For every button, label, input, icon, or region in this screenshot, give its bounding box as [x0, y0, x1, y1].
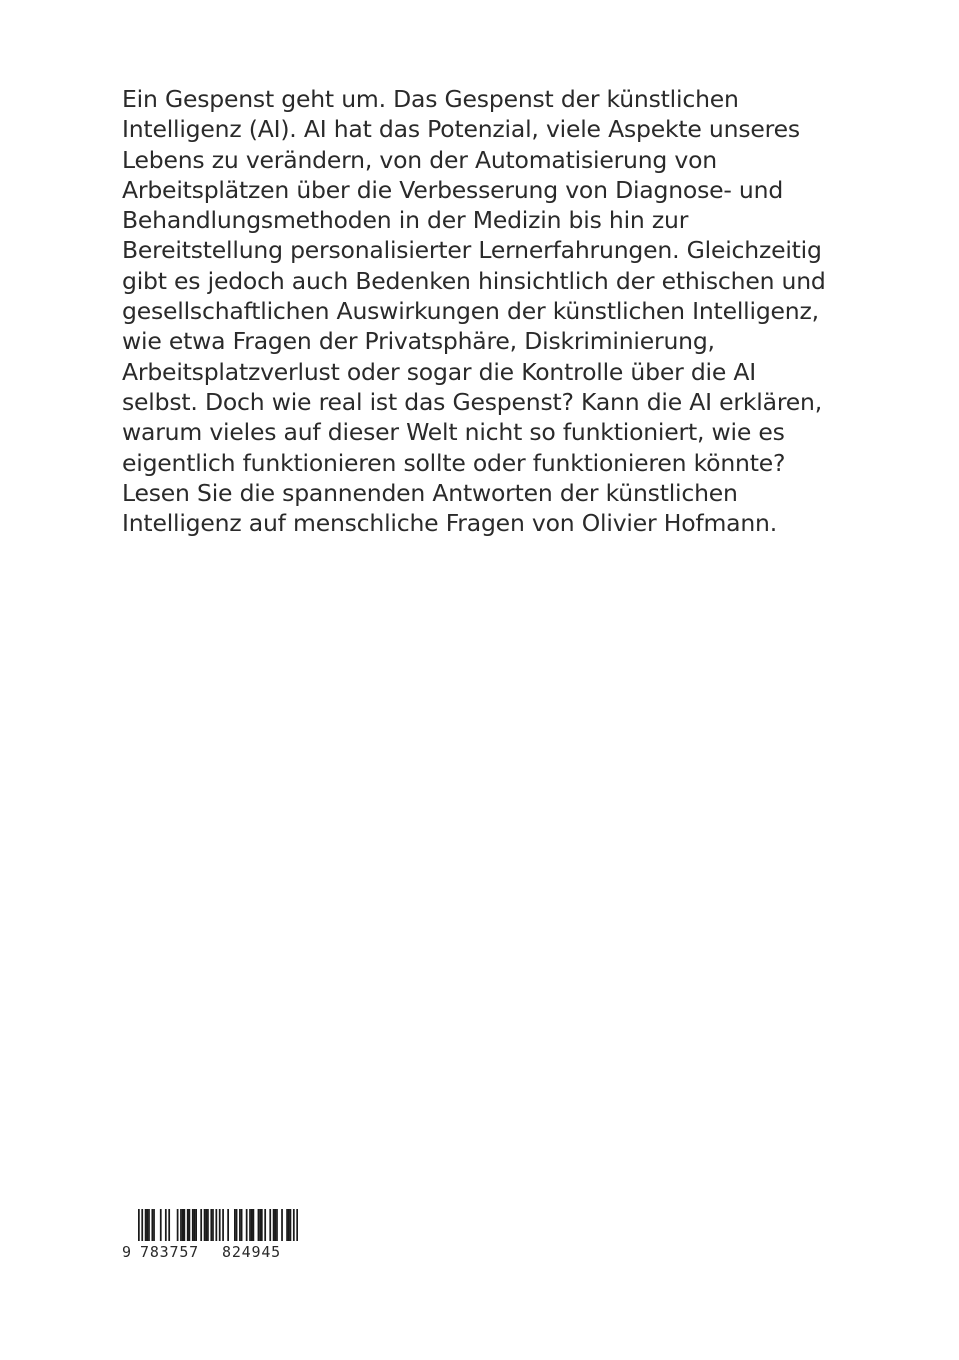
barcode-bar: [222, 1209, 224, 1241]
back-cover-blurb: [122, 84, 826, 538]
blurb-line: warum vieles auf dieser Welt nicht so funktioniert, wie es: [122, 418, 785, 447]
barcode-bar: [290, 1209, 292, 1241]
blurb-line: Bereitstellung personalisierter Lernerfahrungen. Gleichzeitig: [122, 236, 822, 265]
barcode-bar: [182, 1209, 184, 1241]
barcode-bar: [165, 1209, 167, 1241]
blurb-line: gesellschaftlichen Auswirkungen der künstlichen Intelligenz,: [122, 297, 819, 326]
barcode-bar: [249, 1209, 251, 1241]
isbn-barcode: [122, 1209, 302, 1265]
barcode-bar: [177, 1209, 179, 1241]
barcode-bar: [286, 1209, 288, 1241]
barcode-bar: [269, 1209, 271, 1241]
barcode-digits: [122, 1243, 294, 1261]
barcode-bars: [138, 1209, 298, 1241]
blurb-line: Behandlungsmethoden in der Medizin bis hin zur: [122, 206, 689, 235]
barcode-bar: [259, 1209, 261, 1241]
blurb-line: wie etwa Fragen der Privatsphäre, Diskriminierung,: [122, 327, 715, 356]
blurb-line: gibt es jedoch auch Bedenken hinsichtlich der ethischen und: [122, 266, 826, 295]
barcode-bar: [219, 1209, 221, 1241]
barcode-bar: [145, 1209, 147, 1241]
barcode-bar: [146, 1209, 148, 1241]
barcode-right-group: 824945: [222, 1243, 281, 1261]
barcode-bar: [293, 1209, 295, 1241]
barcode-bar: [210, 1209, 212, 1241]
barcode-bar: [205, 1209, 207, 1241]
barcode-bar: [153, 1209, 155, 1241]
blurb-line: Arbeitsplatzverlust oder sogar die Kontrolle über die AI: [122, 357, 757, 386]
barcode-bar: [239, 1209, 241, 1241]
blurb-line: Lesen Sie die spannenden Antworten der künstlichen: [122, 478, 738, 507]
barcode-bar: [276, 1209, 278, 1241]
barcode-bar: [288, 1209, 290, 1241]
barcode-bar: [253, 1209, 255, 1241]
barcode-bar: [187, 1209, 189, 1241]
barcode-bar: [212, 1209, 214, 1241]
barcode-bar: [264, 1209, 266, 1241]
barcode-bar: [241, 1209, 243, 1241]
barcode-bar: [183, 1209, 185, 1241]
barcode-left-group: 783757: [140, 1243, 199, 1261]
barcode-bar: [236, 1209, 238, 1241]
blurb-line: eigentlich funktionieren sollte oder funktionieren könnte?: [122, 448, 786, 477]
blurb-line: selbst. Doch wie real ist das Gespenst? Kann die AI erklären,: [122, 387, 822, 416]
barcode-bar: [273, 1209, 275, 1241]
barcode-bar: [281, 1209, 283, 1241]
barcode-bar: [251, 1209, 253, 1241]
barcode-bar: [160, 1209, 162, 1241]
barcode-bar: [189, 1209, 191, 1241]
barcode-bar: [151, 1209, 153, 1241]
barcode-bar: [207, 1209, 209, 1241]
barcode-bar: [215, 1209, 217, 1241]
barcode-bar: [246, 1209, 248, 1241]
barcode-bar: [180, 1209, 182, 1241]
barcode-bar: [138, 1209, 140, 1241]
barcode-bar: [194, 1209, 196, 1241]
blurb-line: Ein Gespenst geht um. Das Gespenst der künstlichen: [122, 85, 739, 113]
barcode-first-digit: 9: [122, 1243, 132, 1261]
barcode-bar: [204, 1209, 206, 1241]
barcode-bar: [148, 1209, 150, 1241]
barcode-bar: [192, 1209, 194, 1241]
barcode-bar: [200, 1209, 202, 1241]
barcode-bar: [261, 1209, 263, 1241]
blurb-line: Intelligenz auf menschliche Fragen von Olivier Hofmann.: [122, 509, 778, 538]
barcode-bar: [234, 1209, 236, 1241]
barcode-bar: [274, 1209, 276, 1241]
barcode-bar: [168, 1209, 170, 1241]
barcode-bar: [258, 1209, 260, 1241]
barcode-bar: [141, 1209, 143, 1241]
barcode-bar: [227, 1209, 229, 1241]
barcode-bar: [195, 1209, 197, 1241]
barcode-bar: [296, 1209, 298, 1241]
blurb-line: Intelligenz (AI). AI hat das Potenzial, viele Aspekte unseres: [122, 115, 800, 144]
blurb-line: Lebens zu verändern, von der Automatisierung von: [122, 145, 717, 174]
blurb-line: Arbeitsplätzen über die Verbesserung von Diagnose- und: [122, 175, 784, 204]
